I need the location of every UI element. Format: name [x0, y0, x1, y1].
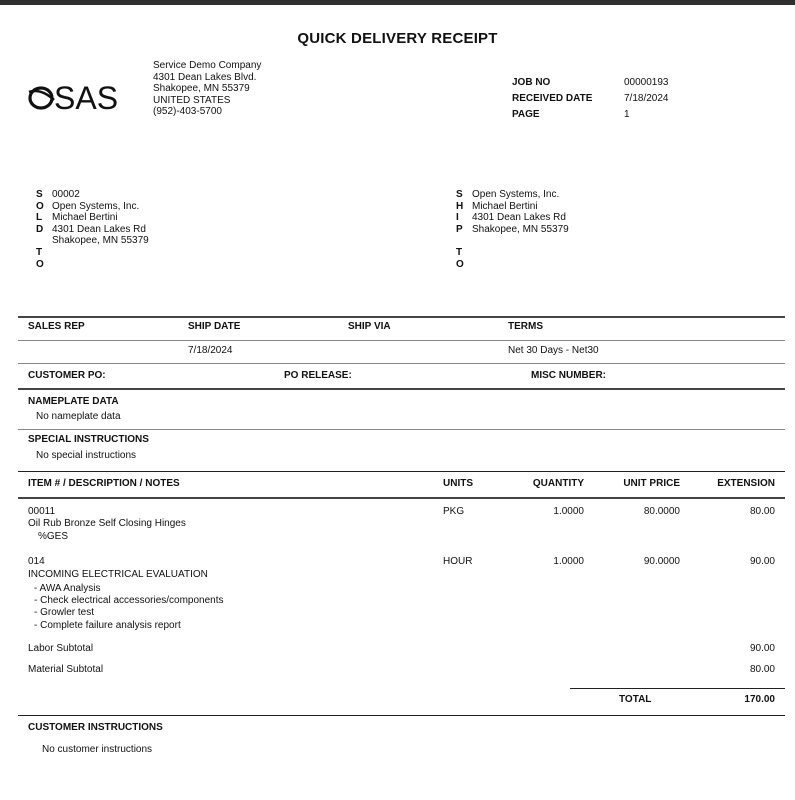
- special-instructions-label: SPECIAL INSTRUCTIONS: [28, 434, 149, 445]
- logo-swoosh-icon: [29, 88, 54, 108]
- ship-to-letter: I: [456, 212, 459, 223]
- sold-to-letter-gap: [36, 235, 52, 247]
- ship-to-vertical-label: [456, 189, 472, 270]
- item-units: HOUR: [443, 556, 473, 567]
- item-unit-price: 90.0000: [643, 556, 680, 567]
- nameplate-label: NAMEPLATE DATA: [28, 396, 119, 407]
- item-note: %GES: [38, 531, 69, 542]
- page-label: PAGE: [512, 109, 540, 120]
- item-extension: 90.00: [749, 556, 775, 567]
- ship-date-value: 7/18/2024: [188, 345, 233, 356]
- item-note: - Check electrical accessories/components: [34, 595, 224, 606]
- sold-to-line: Shakopee, MN 55379: [52, 235, 149, 246]
- sold-to-letter: O: [36, 258, 44, 270]
- ship-to-line: Open Systems, Inc.: [472, 189, 560, 200]
- ship-to-letter: S: [456, 189, 463, 200]
- job-no-value: 00000193: [624, 77, 669, 88]
- section-rule: [18, 429, 785, 430]
- item-description: Oil Rub Bronze Self Closing Hinges: [28, 518, 186, 529]
- terms-value: Net 30 Days - Net30: [508, 345, 599, 356]
- item-unit-price: 80.0000: [643, 506, 680, 517]
- sold-to-letter: T: [36, 247, 43, 258]
- material-subtotal-value: 80.00: [749, 664, 775, 675]
- ship-to-letter: O: [456, 258, 464, 270]
- item-number: 00011: [28, 506, 56, 517]
- item-quantity: 1.0000: [553, 506, 584, 517]
- item-column-header: ITEM # / DESCRIPTION / NOTES: [28, 478, 180, 489]
- received-date-label: RECEIVED DATE: [512, 93, 593, 104]
- po-release-label: PO RELEASE:: [284, 370, 352, 381]
- sold-to-line: Michael Bertini: [52, 212, 118, 223]
- nameplate-value: No nameplate data: [36, 411, 121, 422]
- sold-to-line: 00002: [52, 189, 80, 200]
- quantity-column-header: QUANTITY: [532, 478, 584, 489]
- item-note: - Complete failure analysis report: [34, 620, 181, 631]
- ship-to-letter: P: [456, 223, 463, 235]
- ship-to-line: Shakopee, MN 55379: [472, 223, 569, 235]
- item-note: - Growler test: [34, 607, 95, 618]
- customer-instructions-value: No customer instructions: [42, 744, 153, 755]
- nameplate-top-rule: [18, 388, 785, 390]
- ship-to-letter-gap: [456, 235, 472, 247]
- labor-subtotal-label: Labor Subtotal: [28, 643, 94, 654]
- sold-to-letter: D: [36, 223, 44, 235]
- ship-to-letter: H: [456, 200, 464, 212]
- terms-label: TERMS: [508, 321, 543, 332]
- company-phone: (952)-403-5700: [153, 106, 222, 117]
- item-description: INCOMING ELECTRICAL EVALUATION: [28, 569, 208, 580]
- company-logo: [28, 74, 146, 118]
- total-label: TOTAL: [619, 694, 652, 705]
- ship-to-line: 4301 Dean Lakes Rd: [472, 212, 566, 223]
- job-no-label: JOB NO: [512, 77, 551, 88]
- order-table-top-rule: [18, 316, 785, 318]
- ship-date-label: SHIP DATE: [188, 321, 241, 332]
- sold-to-letter: O: [36, 200, 44, 212]
- order-table-rule: [18, 363, 785, 364]
- sold-to-letter: S: [36, 189, 43, 200]
- sold-to-line: 4301 Dean Lakes Rd: [52, 223, 146, 235]
- ship-to-letter: T: [456, 247, 463, 258]
- order-table-rule: [18, 340, 785, 341]
- ship-to-block: [456, 189, 569, 270]
- ship-via-label: SHIP VIA: [348, 321, 391, 332]
- total-rule: [570, 688, 785, 689]
- item-number: 014: [28, 556, 45, 567]
- window-top-bar: [0, 0, 795, 5]
- customer-instructions-top-rule: [18, 715, 785, 716]
- item-note: - AWA Analysis: [34, 583, 101, 594]
- total-value: 170.00: [744, 694, 775, 705]
- items-header-top-rule: [18, 471, 785, 472]
- customer-instructions-label: CUSTOMER INSTRUCTIONS: [28, 722, 163, 733]
- sold-to-letter: L: [36, 212, 43, 223]
- sold-to-vertical-label: [36, 189, 52, 270]
- misc-number-label: MISC NUMBER:: [531, 370, 606, 381]
- unit-price-column-header: UNIT PRICE: [623, 478, 680, 489]
- job-info-block: [512, 75, 669, 123]
- special-instructions-value: No special instructions: [36, 450, 137, 461]
- page-value: 1: [624, 109, 630, 120]
- sold-to-line: Open Systems, Inc.: [52, 200, 140, 212]
- company-address-block: [153, 60, 261, 118]
- items-header-bottom-rule: [18, 497, 785, 499]
- ship-to-address: [472, 189, 569, 270]
- item-quantity: 1.0000: [553, 556, 584, 567]
- material-subtotal-label: Material Subtotal: [28, 664, 104, 675]
- sales-rep-label: SALES REP: [28, 321, 85, 332]
- item-extension: 80.00: [749, 506, 775, 517]
- document-title: QUICK DELIVERY RECEIPT: [297, 30, 498, 47]
- customer-po-label: CUSTOMER PO:: [28, 370, 106, 381]
- item-units: PKG: [443, 506, 465, 517]
- extension-column-header: EXTENSION: [717, 478, 775, 489]
- company-street: 4301 Dean Lakes Blvd.: [153, 71, 257, 83]
- company-name: Service Demo Company: [153, 60, 262, 71]
- units-column-header: UNITS: [443, 478, 473, 489]
- ship-to-line: Michael Bertini: [472, 200, 538, 212]
- labor-subtotal-value: 90.00: [749, 643, 775, 654]
- logo-text: SAS: [54, 80, 119, 116]
- received-date-value: 7/18/2024: [624, 93, 669, 104]
- sold-to-address: [52, 189, 149, 270]
- company-city: Shakopee, MN 55379: [153, 83, 250, 94]
- company-country: UNITED STATES: [153, 94, 231, 106]
- sold-to-block: [36, 189, 149, 270]
